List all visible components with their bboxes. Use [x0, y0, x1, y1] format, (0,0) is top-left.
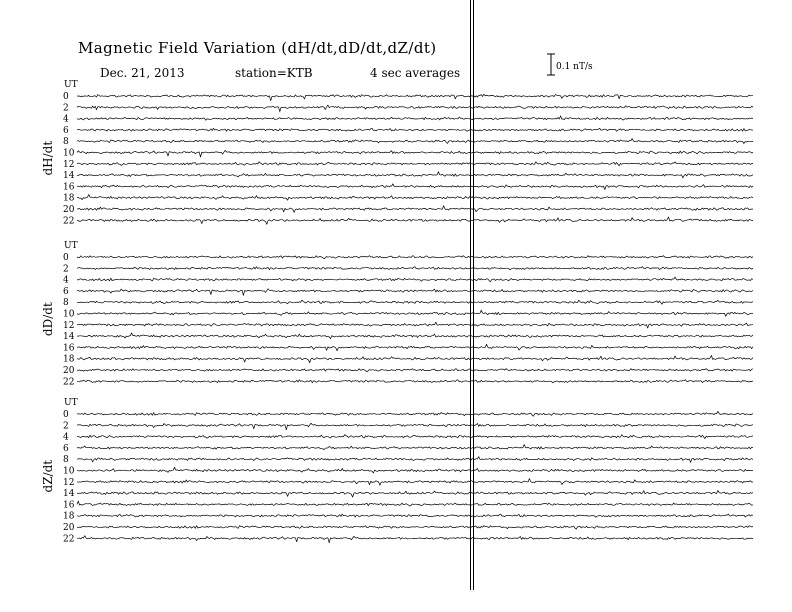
hour-label: 20 — [63, 366, 75, 376]
trace-line — [77, 206, 753, 213]
trace-line — [77, 423, 753, 430]
hour-label: 16 — [63, 343, 75, 354]
trace-line — [77, 217, 753, 224]
ut-axis-title: UT — [64, 398, 78, 408]
hour-label: 4 — [63, 275, 69, 286]
scale-bar — [547, 54, 593, 75]
date-label: Dec. 21, 2013 — [100, 66, 185, 80]
hour-label: 12 — [63, 477, 75, 488]
hour-label: 18 — [63, 511, 75, 522]
hour-label: 20 — [63, 523, 75, 533]
trace-line — [77, 184, 753, 190]
hour-label: 8 — [63, 455, 69, 466]
trace-line — [77, 536, 753, 543]
scale-bar-label: 0.1 nT/s — [556, 62, 593, 72]
trace-line — [77, 105, 753, 112]
hour-label: 10 — [63, 466, 75, 477]
trace-line — [77, 445, 753, 450]
hour-label: 6 — [63, 125, 69, 136]
hour-label: 14 — [63, 489, 75, 500]
hour-label: 22 — [63, 216, 75, 227]
trace-line — [77, 310, 753, 316]
trace-line — [77, 277, 753, 282]
trace-line — [77, 172, 753, 178]
trace-line — [77, 116, 753, 120]
hour-label: 2 — [63, 103, 69, 114]
hour-label: 12 — [63, 320, 75, 331]
ut-axis-title: UT — [64, 80, 78, 90]
hour-label: 22 — [63, 377, 75, 388]
trace-line — [77, 139, 753, 144]
trace-line — [77, 128, 753, 131]
averaging-label: 4 sec averages — [370, 66, 461, 80]
hour-label: 0 — [63, 92, 69, 102]
hour-label: 0 — [63, 253, 69, 263]
hour-label: 4 — [63, 432, 69, 443]
panel-ylabel: dH/dt — [41, 140, 55, 176]
trace-line — [77, 150, 753, 157]
trace-line — [77, 162, 753, 166]
trace-line — [77, 411, 753, 416]
hour-label: 20 — [63, 205, 75, 215]
hour-label: 8 — [63, 298, 69, 309]
figure-title: Magnetic Field Variation (dH/dt,dD/dt,dZ/dt) — [78, 39, 437, 57]
hour-label: 14 — [63, 171, 75, 182]
trace-line — [77, 300, 753, 304]
trace-line — [77, 467, 753, 473]
trace-line — [77, 355, 753, 362]
hour-label: 14 — [63, 332, 75, 343]
hour-label: 10 — [63, 148, 75, 159]
panel-dD-dt — [41, 241, 753, 387]
hour-label: 2 — [63, 421, 69, 432]
trace-line — [77, 457, 753, 463]
trace-line — [77, 344, 753, 351]
trace-line — [77, 369, 753, 372]
hour-label: 16 — [63, 182, 75, 193]
hour-label: 22 — [63, 534, 75, 545]
hour-label: 2 — [63, 264, 69, 275]
trace-line — [77, 380, 753, 383]
panels — [41, 80, 753, 544]
hour-label: 16 — [63, 500, 75, 511]
hour-label: 6 — [63, 443, 69, 454]
trace-line — [77, 514, 753, 517]
trace-line — [77, 256, 753, 259]
hour-label: 4 — [63, 114, 69, 125]
trace-line — [77, 333, 753, 339]
trace-line — [77, 490, 753, 497]
panel-dZ-dt — [41, 398, 753, 544]
hour-label: 12 — [63, 159, 75, 170]
trace-line — [77, 479, 753, 486]
panel-ylabel: dD/dt — [41, 302, 55, 337]
panel-dH-dt — [41, 80, 753, 226]
hour-label: 6 — [63, 286, 69, 297]
hour-label: 0 — [63, 410, 69, 420]
trace-line — [77, 435, 753, 439]
panel-ylabel: dZ/dt — [41, 459, 55, 493]
hour-label: 8 — [63, 137, 69, 148]
hour-label: 18 — [63, 193, 75, 204]
hour-label: 10 — [63, 309, 75, 320]
trace-line — [77, 322, 753, 328]
station-label: station=KTB — [235, 66, 313, 80]
trace-line — [77, 94, 753, 101]
hour-label: 18 — [63, 354, 75, 365]
trace-line — [77, 289, 753, 296]
trace-line — [77, 501, 753, 506]
trace-line — [77, 195, 753, 201]
trace-line — [77, 526, 753, 530]
ut-axis-title: UT — [64, 241, 78, 251]
trace-line — [77, 267, 753, 270]
